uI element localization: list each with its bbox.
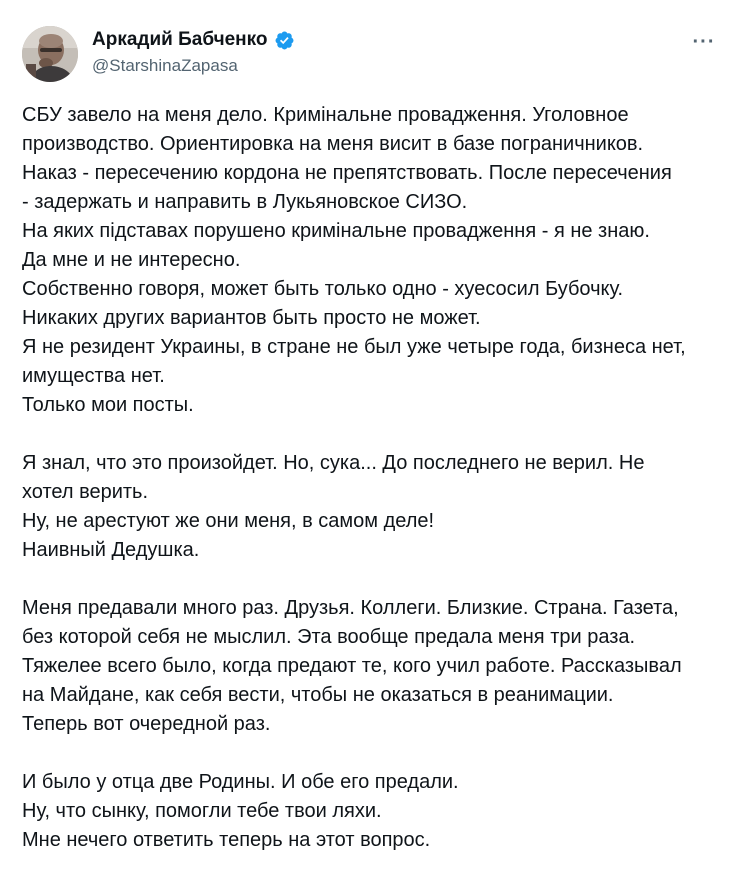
tweet-line: Собственно говоря, может быть только одно - хуесосил Бубочку. — [22, 278, 624, 300]
avatar[interactable] — [22, 26, 78, 82]
tweet-line: СБУ завело на меня дело. Кримінальне провадження. Уголовное — [22, 104, 629, 126]
tweet-line: без которой себя не мыслил. Эта вообще предала меня три раза. — [22, 626, 636, 648]
tweet-line: - задержать и направить в Лукьяновское СИЗО. — [22, 191, 468, 213]
paragraph-gap — [22, 739, 728, 768]
tweet-line: Мне нечего ответить теперь на этот вопрос. — [22, 829, 431, 851]
tweet-text — [22, 101, 728, 855]
tweet-line: Тяжелее всего было, когда предают те, кого учил работе. Рассказывал — [22, 655, 682, 677]
more-horizontal-icon: ··· — [692, 31, 716, 53]
tweet-line: Теперь вот очередной раз. — [22, 713, 271, 735]
author-name-row — [92, 28, 295, 52]
tweet-line: производство. Ориентировка на меня висит в базе пограничников. — [22, 133, 644, 155]
tweet-line: Наивный Дедушка. — [22, 539, 200, 561]
paragraph-gap — [22, 565, 728, 594]
tweet-line: Я не резидент Украины, в стране не был уже четыре года, бизнеса нет, — [22, 336, 686, 358]
tweet-line: И было у отца две Родины. И обе его предали. — [22, 771, 459, 793]
tweet-line: имущества нет. — [22, 365, 165, 387]
verified-badge-icon — [274, 30, 295, 51]
tweet-line: Я знал, что это произойдет. Но, сука... До последнего не верил. Не — [22, 452, 645, 474]
tweet-line: Да мне и не интересно. — [22, 249, 241, 271]
more-options-button[interactable] — [688, 30, 720, 54]
tweet-line: Только мои посты. — [22, 394, 194, 416]
author-handle[interactable]: @StarshinaZapasa — [92, 56, 238, 75]
tweet-line: Ну, не арестуют же они меня, в самом деле! — [22, 510, 435, 532]
tweet-line: хотел верить. — [22, 481, 149, 503]
tweet-line: Ну, что сынку, помогли тебе твои ляхи. — [22, 800, 382, 822]
tweet-line: Никаких других вариантов быть просто не может. — [22, 307, 481, 329]
tweet-line: На яких підставах порушено кримінальне провадження - я не знаю. — [22, 220, 650, 242]
tweet-line: на Майдане, как себя вести, чтобы не оказаться в реанимации. — [22, 684, 614, 706]
paragraph-gap — [22, 420, 728, 449]
tweet-line: Меня предавали много раз. Друзья. Коллеги. Близкие. Страна. Газета, — [22, 597, 679, 619]
author-display-name[interactable]: Аркадий Бабченко — [92, 29, 268, 50]
tweet-line: Наказ - пересечению кордона не препятствовать. После пересечения — [22, 162, 672, 184]
